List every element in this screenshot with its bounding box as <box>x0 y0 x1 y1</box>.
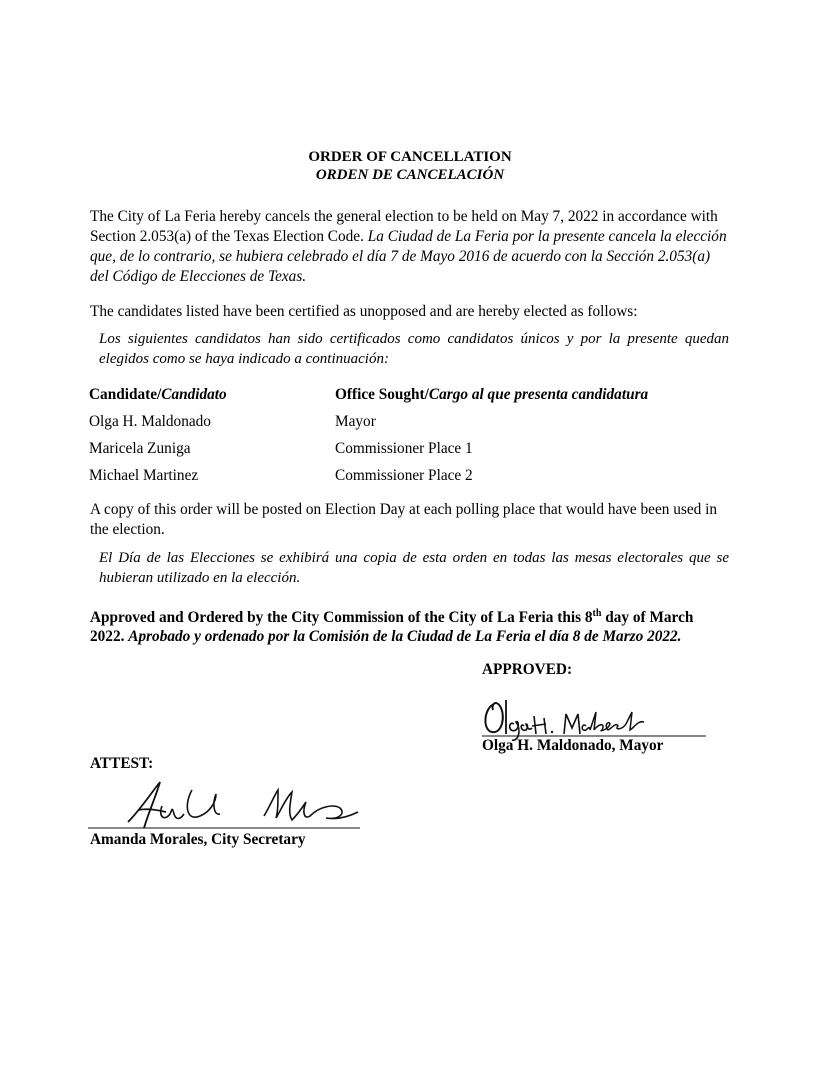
certified-spanish: Los siguientes candidatos han sido certificados como candidatos únicos y por la presente quedan elegidos como se haya indicado a continuación: <box>99 331 729 367</box>
candidate-name: Olga H. Maldonado <box>89 413 211 430</box>
title-spanish: ORDEN DE CANCELACIÓN <box>315 167 505 183</box>
candidate-column-header: Candidate/Candidato <box>89 386 227 403</box>
approved-label: APPROVED: <box>482 661 573 678</box>
intro-english: The City of La Feria hereby cancels the general election to be held on May 7, 2022 in accordance with Section 2.053(a) of the Texas Election Code. <box>90 208 718 245</box>
intro-spanish: La Ciudad de La Feria por la presente cancela la elección que, de lo contrario, se hubiera celebrado el día 7 de Mayo 2016 de acuerdo con la Sección 2.053(a) del Código de Elecciones de Texas. <box>90 228 727 285</box>
certified-english: The candidates listed have been certified as unopposed and are hereby elected as follows: <box>90 303 638 320</box>
office-name: Mayor <box>335 413 376 430</box>
title-english: ORDER OF CANCELLATION <box>308 149 512 165</box>
posting-spanish: El Día de las Elecciones se exhibirá una copia de esta orden en todas las mesas electorales que se hubieran utilizado en la elección. <box>99 550 729 586</box>
mayor-signature <box>474 690 714 742</box>
attest-label: ATTEST: <box>90 755 154 772</box>
office-name: Commissioner Place 1 <box>335 440 473 457</box>
approval-paragraph: Approved and Ordered by the City Commission of the City of La Feria this 8th day of March 2022. Aprobado y ordenado por la Comisión de la Ciudad de La Feria el día 8 de Marzo 2022. <box>90 608 694 646</box>
posting-english: A copy of this order will be posted on Election Day at each polling place that would have been used in the election. <box>90 501 718 538</box>
mayor-name: Olga H. Maldonado, Mayor <box>482 737 664 754</box>
office-column-header: Office Sought/Cargo al que presenta candidatura <box>335 386 649 403</box>
office-name: Commissioner Place 2 <box>335 467 473 484</box>
approval-english: Approved and Ordered by the City Commission of the City of La Feria this 8 <box>90 609 593 627</box>
approval-spanish: Aprobado y ordenado por la Comisión de la Ciudad de La Feria el día 8 de Marzo 2022. <box>128 628 682 646</box>
secretary-signature <box>88 776 380 834</box>
candidate-name: Maricela Zuniga <box>89 440 191 457</box>
candidate-name: Michael Martinez <box>89 467 199 484</box>
intro-paragraph <box>90 207 730 287</box>
secretary-name: Amanda Morales, City Secretary <box>90 831 306 848</box>
